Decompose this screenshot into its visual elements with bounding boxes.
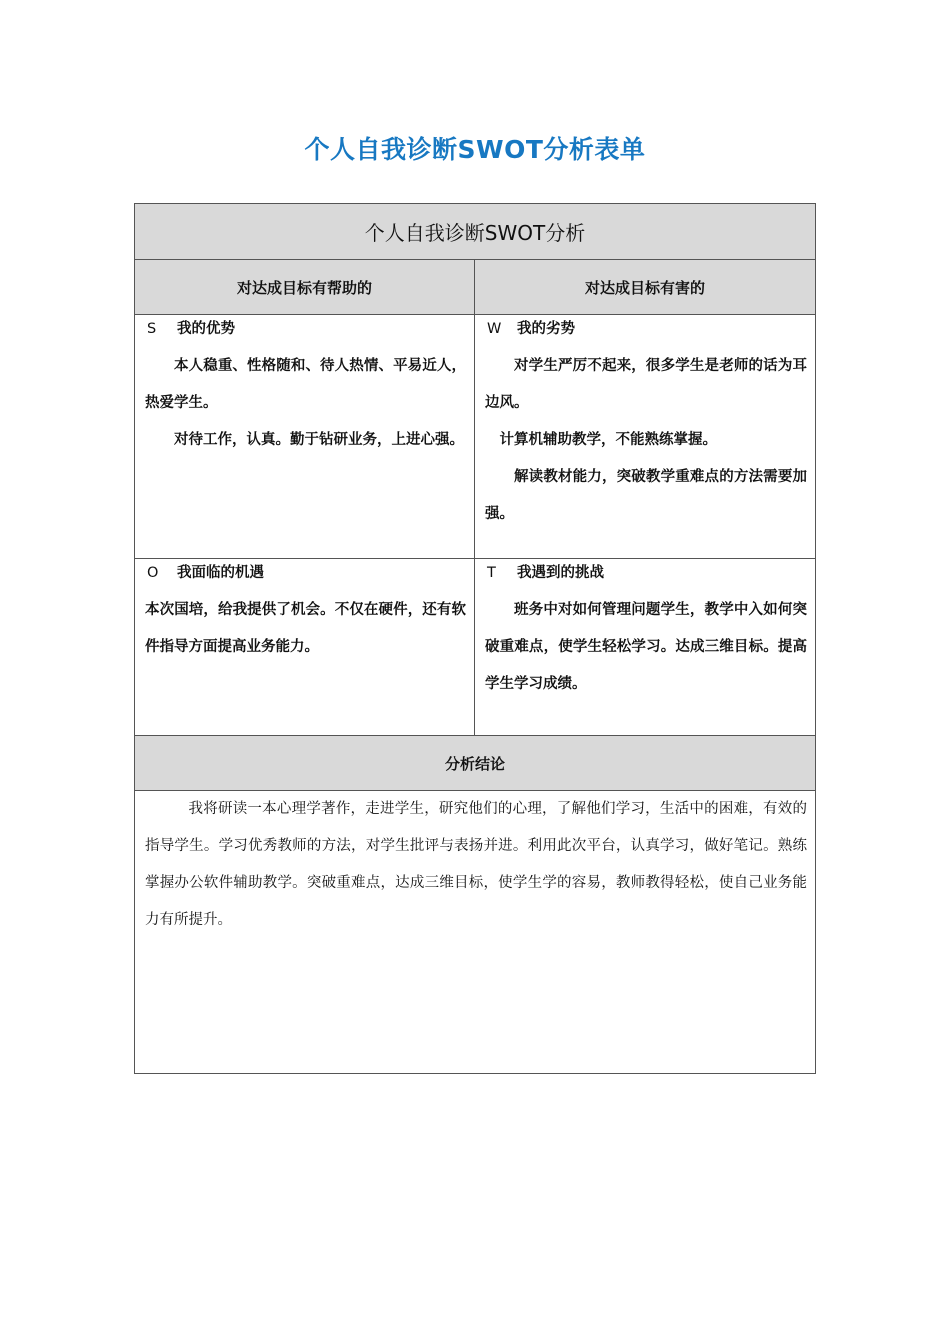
weaknesses-cell — [475, 315, 816, 559]
weaknesses-letter: W — [487, 321, 502, 337]
opportunities-title: 我面临的机遇 — [177, 565, 264, 581]
opportunities-cell — [135, 559, 475, 736]
strengths-cell — [135, 315, 475, 559]
table-header-row — [135, 204, 816, 260]
weaknesses-paragraph: 对学生严厉不起来，很多学生是老师的话为耳边风。 — [485, 358, 807, 411]
table-main-header: 个人自我诊断SWOT分析 — [135, 204, 816, 260]
threats-cell — [475, 559, 816, 736]
weaknesses-paragraph: 解读教材能力，突破教学重难点的方法需要加强。 — [485, 469, 807, 522]
conclusion-header-row — [135, 736, 816, 791]
opportunities-letter: O — [147, 565, 159, 581]
threats-paragraph: 班务中对如何管理问题学生，教学中入如何突破重难点，使学生轻松学习。达成三维目标。提高学生学习成绩。 — [485, 602, 807, 692]
strengths-paragraph: 对待工作，认真。勤于钻研业务，上进心强。 — [174, 432, 464, 448]
conclusion-header: 分析结论 — [135, 736, 816, 791]
threats-letter: T — [487, 565, 496, 581]
strengths-heading — [145, 317, 466, 341]
page-title: 个人自我诊断SWOT分析表单 — [304, 135, 646, 164]
conclusion-body-row — [135, 791, 816, 1074]
strengths-paragraph: 本人稳重、性格随和、待人热情、平易近人，热爱学生。 — [145, 358, 466, 411]
helpful-column-header: 对达成目标有帮助的 — [135, 260, 475, 315]
internal-factors-row — [135, 315, 816, 559]
weaknesses-title: 我的劣势 — [517, 321, 575, 337]
opportunities-paragraph: 本次国培，给我提供了机会。不仅在硬件，还有软件指导方面提高业务能力。 — [145, 602, 466, 655]
strengths-title: 我的优势 — [177, 321, 235, 337]
threats-title: 我遇到的挑战 — [517, 565, 604, 581]
strengths-letter: S — [147, 321, 157, 337]
swot-table — [134, 203, 816, 1074]
column-header-row — [135, 260, 816, 315]
opportunities-heading — [145, 561, 466, 585]
weaknesses-paragraph: 计算机辅助教学，不能熟练掌握。 — [499, 432, 717, 448]
weaknesses-heading — [485, 317, 807, 341]
conclusion-text: 我将研读一本心理学著作，走进学生，研究他们的心理，了解他们学习，生活中的困难，有效的指导学生。学习优秀教师的方法，对学生批评与表扬并进。利用此次平台，认真学习，做好笔记。熟练掌握办公软件辅助教学。突破重难点，达成三维目标，使学生学的容易，教师教得轻松，使自己业务能力有所提升。 — [145, 801, 807, 928]
harmful-column-header: 对达成目标有害的 — [475, 260, 816, 315]
external-factors-row — [135, 559, 816, 736]
conclusion-cell — [135, 791, 816, 1074]
threats-heading — [485, 561, 807, 585]
